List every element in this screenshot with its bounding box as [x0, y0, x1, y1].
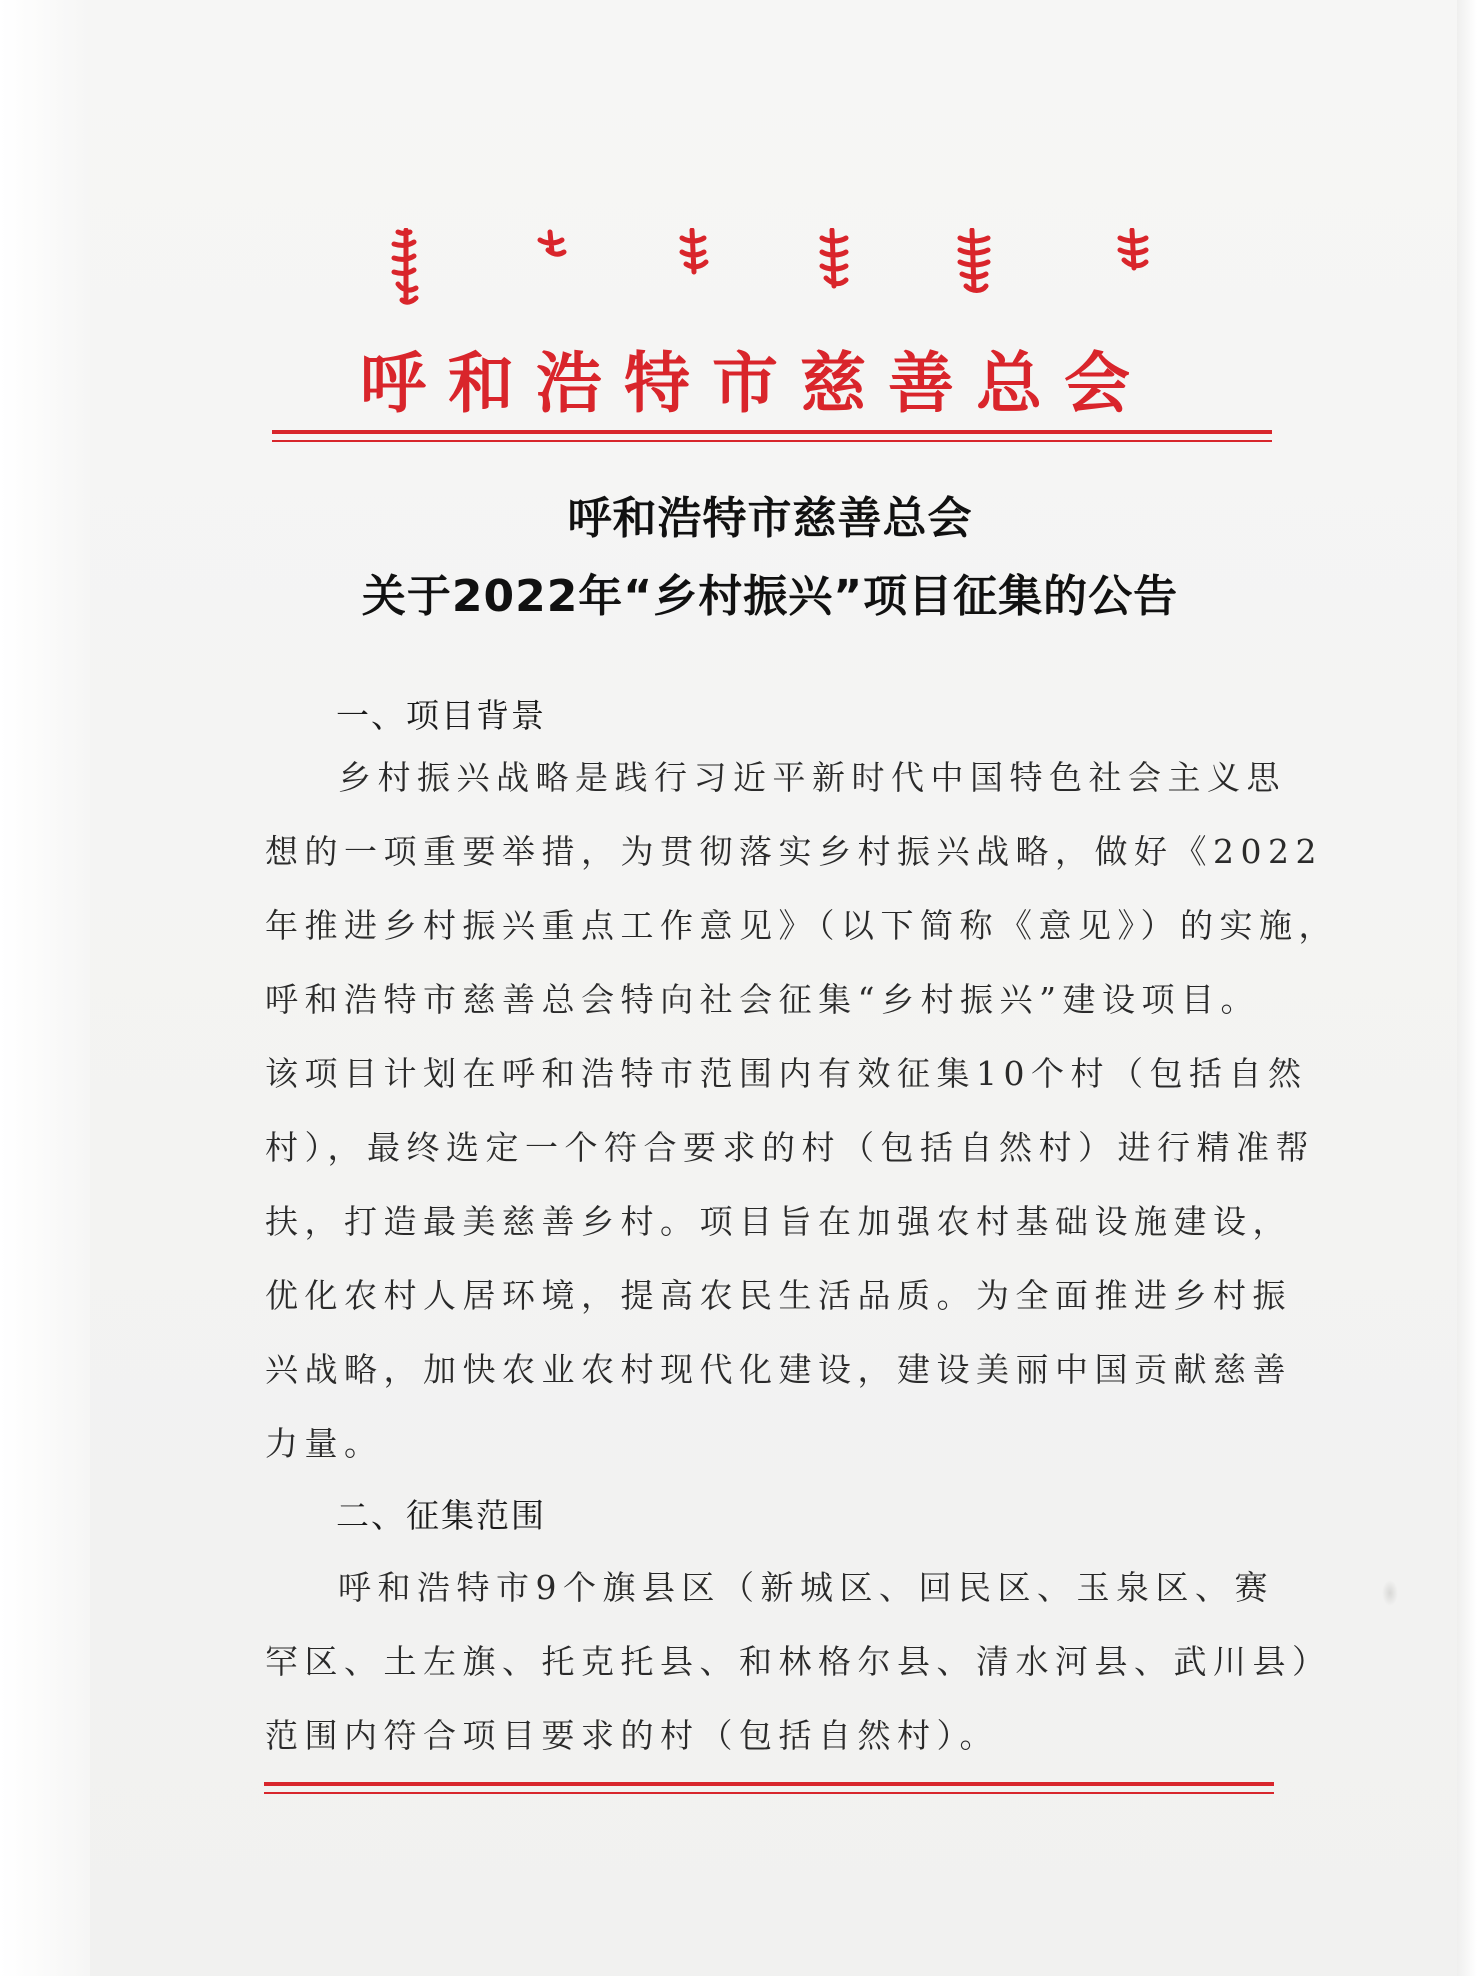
paragraph-line: 优化农村人居环境，提高农民生活品质。为全面推进乡村振	[265, 1276, 1292, 1315]
paragraph-line: 力量。	[265, 1424, 384, 1463]
organization-letterhead: 呼和浩特市慈善总会	[360, 344, 1152, 422]
paragraph-line: 想的一项重要举措，为贯彻落实乡村振兴战略，做好《2022	[265, 832, 1323, 871]
paragraph-line: 范围内符合项目要求的村（包括自然村）。	[265, 1716, 999, 1755]
page-right-margin	[1457, 0, 1477, 1976]
paragraph-line: 扶，打造最美慈善乡村。项目旨在加强农村基础设施建设，	[265, 1202, 1292, 1241]
mongolian-script-logo	[380, 228, 1170, 308]
document-title-line1: 呼和浩特市慈善总会	[567, 493, 973, 544]
paragraph-line: 罕区、土左旗、托克托县、和林格尔县、清水河县、武川县）	[265, 1642, 1332, 1681]
paragraph-line: 村），最终选定一个符合要求的村（包括自然村）进行精准帮	[265, 1128, 1315, 1167]
footer-divider-thin	[264, 1792, 1274, 1794]
mongolian-script-header	[380, 228, 1170, 308]
section-heading-scope: 二、征集范围	[336, 1496, 546, 1535]
letterhead-divider-thick	[272, 430, 1272, 434]
paragraph-line: 乡村振兴战略是践行习近平新时代中国特色社会主义思	[338, 758, 1286, 797]
section-heading-background: 一、项目背景	[336, 696, 546, 735]
footer-divider-thick	[264, 1782, 1274, 1786]
paragraph-line: 兴战略，加快农业农村现代化建设，建设美丽中国贡献慈善	[265, 1350, 1292, 1389]
page-left-margin	[0, 0, 90, 1976]
paragraph-line: 年推进乡村振兴重点工作意见》（以下简称《意见》）的实施，	[265, 906, 1338, 945]
document-title-line2: 关于2022年“乡村振兴”项目征集的公告	[361, 571, 1179, 622]
paragraph-line: 呼和浩特市9个旗县区（新城区、回民区、玉泉区、赛	[338, 1568, 1274, 1607]
paragraph-line: 该项目计划在呼和浩特市范围内有效征集10个村（包括自然	[265, 1054, 1308, 1093]
paper-speck	[1382, 1580, 1398, 1606]
letterhead-divider-thin	[272, 440, 1272, 442]
paragraph-line: 呼和浩特市慈善总会特向社会征集“乡村振兴”建设项目。	[265, 980, 1260, 1019]
